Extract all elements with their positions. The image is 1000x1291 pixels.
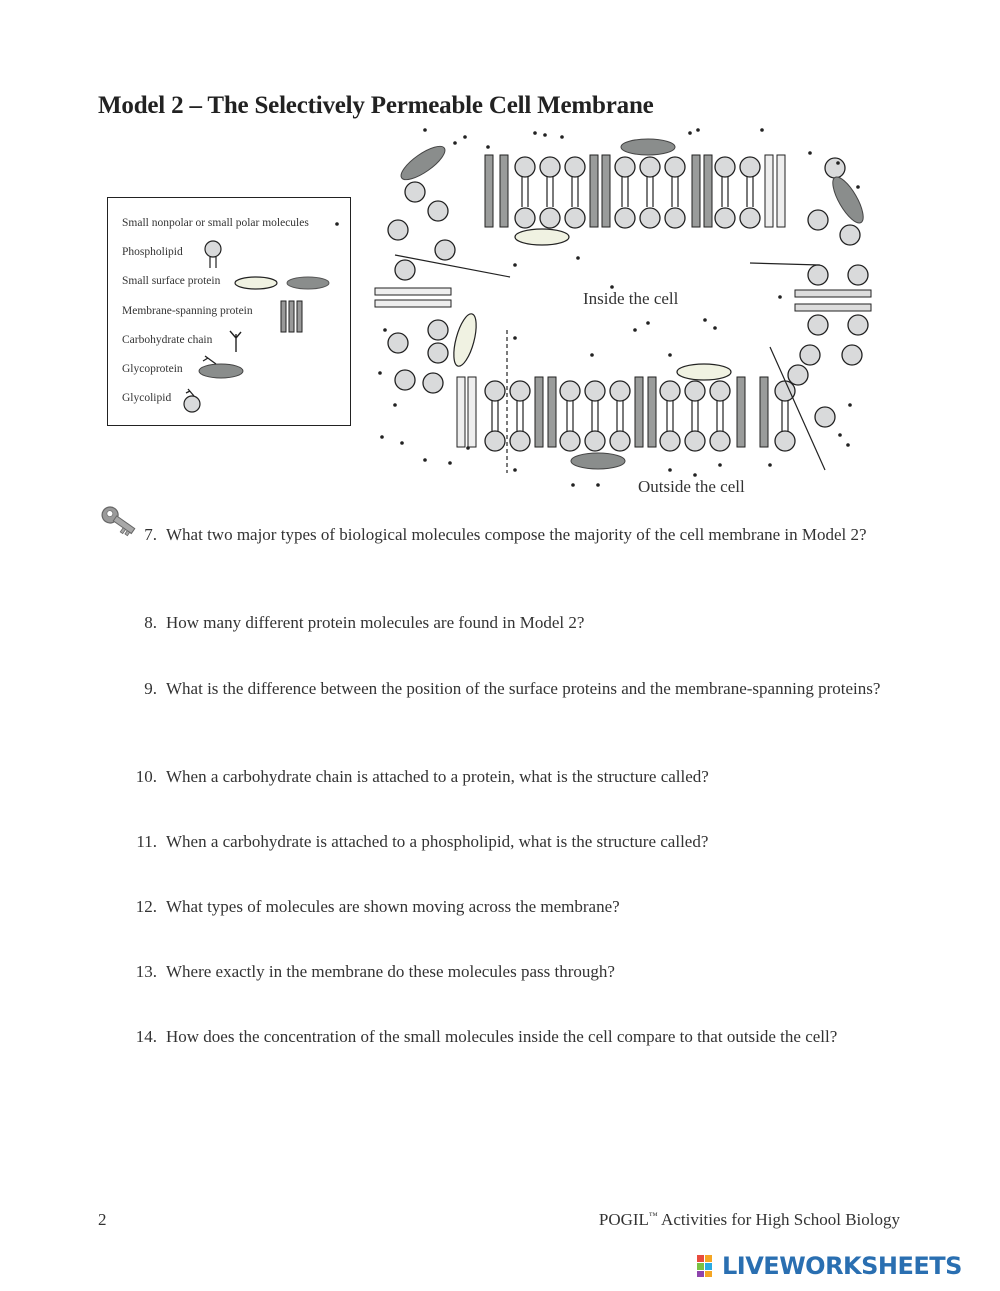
phospholipid-head xyxy=(685,381,705,401)
footer-subtitle: Activities for High School Biology xyxy=(657,1210,900,1229)
membrane-spanning-protein xyxy=(457,377,465,447)
glycoprotein xyxy=(621,139,675,155)
membrane-spanning-protein xyxy=(704,155,712,227)
question-text: What two major types of biological molecules compose the majority of the cell membrane in Model 2? xyxy=(166,525,867,544)
model-title: Model 2 – The Selectively Permeable Cell Membrane xyxy=(98,92,654,119)
small-molecule-dot xyxy=(838,433,842,437)
small-molecule-dot xyxy=(668,468,672,472)
glycolipid-icon xyxy=(184,389,200,412)
page-number: 2 xyxy=(98,1210,107,1229)
phospholipid-head xyxy=(388,220,408,240)
legend-label-glycolipid: Glycolipid xyxy=(122,392,172,404)
small-molecule-dot xyxy=(808,151,812,155)
question-number: 13. xyxy=(135,962,157,981)
question-text: How does the concentration of the small molecules inside the cell compare to that outside the cell? xyxy=(166,1027,838,1046)
legend-label-spanning-protein: Membrane-spanning protein xyxy=(122,305,253,317)
membrane-spanning-protein xyxy=(375,300,451,307)
membrane-spanning-protein xyxy=(590,155,598,227)
phospholipid-head xyxy=(540,208,560,228)
small-molecule-dot xyxy=(688,131,692,135)
phospholipid-head xyxy=(610,431,630,451)
phospholipid-head xyxy=(565,208,585,228)
phospholipid-head xyxy=(665,208,685,228)
small-molecule-dot xyxy=(778,295,782,299)
small-molecule-dot xyxy=(486,145,490,149)
question-12 xyxy=(120,895,910,919)
small-molecule-dot xyxy=(848,403,852,407)
question-9 xyxy=(120,677,910,701)
legend-label-phospholipid: Phospholipid xyxy=(122,246,183,258)
spanning-protein-icon xyxy=(281,301,302,332)
glycoprotein xyxy=(827,173,869,227)
phospholipid-head xyxy=(808,265,828,285)
phospholipid-head xyxy=(610,381,630,401)
membrane-spanning-protein xyxy=(648,377,656,447)
membrane-spanning-protein xyxy=(692,155,700,227)
phospholipid-head xyxy=(515,208,535,228)
membrane-spanning-protein xyxy=(535,377,543,447)
liveworksheets-logo[interactable] xyxy=(696,1252,962,1280)
phospholipid-head xyxy=(840,225,860,245)
small-molecule-dot xyxy=(836,161,840,165)
surface-protein xyxy=(449,312,480,369)
small-molecule-dot xyxy=(846,443,850,447)
small-molecule-dot xyxy=(596,483,600,487)
small-molecule-dot xyxy=(703,318,707,322)
small-molecule-dot xyxy=(571,483,575,487)
small-molecule-dot xyxy=(393,403,397,407)
phospholipid-head xyxy=(428,201,448,221)
membrane-spanning-protein xyxy=(548,377,556,447)
question-13 xyxy=(120,960,910,984)
phospholipid-head xyxy=(808,315,828,335)
legend-box xyxy=(107,197,351,426)
glycoprotein-icon xyxy=(199,356,243,378)
surface-protein xyxy=(677,364,731,380)
glycoprotein xyxy=(571,453,625,469)
small-molecule-dot xyxy=(718,463,722,467)
question-text: Where exactly in the membrane do these molecules pass through? xyxy=(166,962,615,981)
footer-title xyxy=(599,1210,900,1230)
phospholipid-head xyxy=(775,431,795,451)
phospholipid-icon xyxy=(205,241,221,268)
membrane-spanning-protein xyxy=(602,155,610,227)
trademark-symbol: ™ xyxy=(648,1210,658,1221)
phospholipid-head xyxy=(560,431,580,451)
phospholipid-head xyxy=(710,381,730,401)
small-molecule-dot xyxy=(383,328,387,332)
phospholipid-head xyxy=(660,431,680,451)
phospholipid-head xyxy=(740,157,760,177)
phospholipid-head xyxy=(560,381,580,401)
phospholipid-head xyxy=(715,208,735,228)
legend-label-small-molecules: Small nonpolar or small polar molecules xyxy=(122,217,309,229)
question-number: 11. xyxy=(136,832,157,851)
phospholipid-head xyxy=(423,373,443,393)
phospholipid-head xyxy=(435,240,455,260)
membrane-spanning-protein xyxy=(375,288,451,295)
question-text: When a carbohydrate chain is attached to a protein, what is the structure called? xyxy=(166,767,709,786)
inside-cell-label: Inside the cell xyxy=(583,289,679,308)
question-number: 10. xyxy=(135,767,157,786)
carbohydrate-chain-icon xyxy=(230,331,241,352)
phospholipid-head xyxy=(740,208,760,228)
membrane-spanning-protein xyxy=(635,377,643,447)
phospholipid-head xyxy=(808,210,828,230)
footer-series: POGIL xyxy=(598,1210,649,1229)
question-11 xyxy=(120,830,910,854)
phospholipid-head xyxy=(715,157,735,177)
small-molecule-dot xyxy=(423,128,427,132)
liveworksheets-blocks-icon xyxy=(696,1254,722,1278)
small-molecule-dot xyxy=(768,463,772,467)
question-7 xyxy=(120,523,910,547)
small-molecule-dot xyxy=(576,256,580,260)
phospholipid-head xyxy=(615,208,635,228)
small-molecule-dot xyxy=(380,435,384,439)
phospholipid-head xyxy=(485,431,505,451)
question-number: 14. xyxy=(135,1027,157,1046)
small-molecule-dot xyxy=(646,321,650,325)
phospholipid-head xyxy=(615,157,635,177)
phospholipid-head xyxy=(405,182,425,202)
small-molecule-dot xyxy=(760,128,764,132)
surface-protein xyxy=(515,229,569,245)
small-molecule-dot xyxy=(448,461,452,465)
question-8 xyxy=(120,611,910,635)
small-molecule-dot xyxy=(453,141,457,145)
small-molecule-dot xyxy=(560,135,564,139)
small-molecule-dot xyxy=(668,353,672,357)
small-molecule-dot xyxy=(713,326,717,330)
question-number: 8. xyxy=(144,613,157,632)
membrane-spanning-protein xyxy=(737,377,745,447)
outside-cell-label: Outside the cell xyxy=(638,477,745,496)
membrane-spanning-protein xyxy=(777,155,785,227)
membrane-spanning-protein xyxy=(485,155,493,227)
membrane-spanning-protein xyxy=(760,377,768,447)
glycoprotein xyxy=(397,141,450,186)
protein-gray-icon xyxy=(287,277,329,289)
membrane-spanning-protein xyxy=(795,290,871,297)
legend-label-surface-protein: Small surface protein xyxy=(122,275,221,287)
phospholipid-head xyxy=(660,381,680,401)
phospholipid-head xyxy=(825,158,845,178)
surface-protein-icon xyxy=(235,277,277,289)
phospholipid-head xyxy=(800,345,820,365)
phospholipid-head xyxy=(485,381,505,401)
phospholipid-head xyxy=(565,157,585,177)
small-molecule-dot xyxy=(590,353,594,357)
small-molecule-dot xyxy=(513,468,517,472)
small-molecule-dot xyxy=(423,458,427,462)
small-molecule-dot xyxy=(543,133,547,137)
question-text: What is the difference between the position of the surface proteins and the membrane-spanning proteins? xyxy=(166,679,881,698)
liveworksheets-brand: LIVEWORKSHEETS xyxy=(722,1252,962,1280)
phospholipid-head xyxy=(510,381,530,401)
small-molecule-dot xyxy=(513,336,517,340)
membrane-spanning-protein xyxy=(500,155,508,227)
legend-icons xyxy=(108,198,352,427)
small-molecule-dot xyxy=(378,371,382,375)
phospholipid-head xyxy=(640,157,660,177)
membrane-spanning-protein xyxy=(795,304,871,311)
question-text: When a carbohydrate is attached to a phospholipid, what is the structure called? xyxy=(166,832,709,851)
question-number: 9. xyxy=(144,679,157,698)
phospholipid-head xyxy=(395,370,415,390)
dot-icon xyxy=(335,222,339,226)
movement-arrow xyxy=(750,263,820,265)
phospholipid-head xyxy=(665,157,685,177)
question-text: How many different protein molecules are found in Model 2? xyxy=(166,613,585,632)
phospholipid-head xyxy=(848,265,868,285)
question-text: What types of molecules are shown moving across the membrane? xyxy=(166,897,620,916)
phospholipid-head xyxy=(685,431,705,451)
phospholipid-head xyxy=(510,431,530,451)
small-molecule-dot xyxy=(463,135,467,139)
phospholipid-head xyxy=(428,343,448,363)
small-molecule-dot xyxy=(696,128,700,132)
phospholipid-head xyxy=(585,431,605,451)
phospholipid-head xyxy=(710,431,730,451)
phospholipid-head xyxy=(395,260,415,280)
question-14 xyxy=(120,1025,910,1049)
membrane-diagram xyxy=(370,125,880,505)
small-molecule-dot xyxy=(400,441,404,445)
small-molecule-dot xyxy=(533,131,537,135)
phospholipid-head xyxy=(842,345,862,365)
question-number: 7. xyxy=(144,525,157,544)
legend-label-glycoprotein: Glycoprotein xyxy=(122,363,183,375)
question-10 xyxy=(120,765,910,789)
phospholipid-head xyxy=(775,381,795,401)
phospholipid-head xyxy=(388,333,408,353)
phospholipid-head xyxy=(515,157,535,177)
membrane-illustration xyxy=(370,125,880,500)
membrane-spanning-protein xyxy=(765,155,773,227)
phospholipid-head xyxy=(848,315,868,335)
legend-label-carbohydrate-chain: Carbohydrate chain xyxy=(122,334,213,346)
small-molecule-dot xyxy=(513,263,517,267)
small-molecule-dot xyxy=(633,328,637,332)
question-number: 12. xyxy=(135,897,157,916)
phospholipid-head xyxy=(540,157,560,177)
phospholipid-head xyxy=(585,381,605,401)
phospholipid-head xyxy=(788,365,808,385)
phospholipid-head xyxy=(428,320,448,340)
small-molecule-dot xyxy=(856,185,860,189)
phospholipid-head xyxy=(815,407,835,427)
small-molecule-dot xyxy=(466,446,470,450)
phospholipid-head xyxy=(640,208,660,228)
membrane-spanning-protein xyxy=(468,377,476,447)
